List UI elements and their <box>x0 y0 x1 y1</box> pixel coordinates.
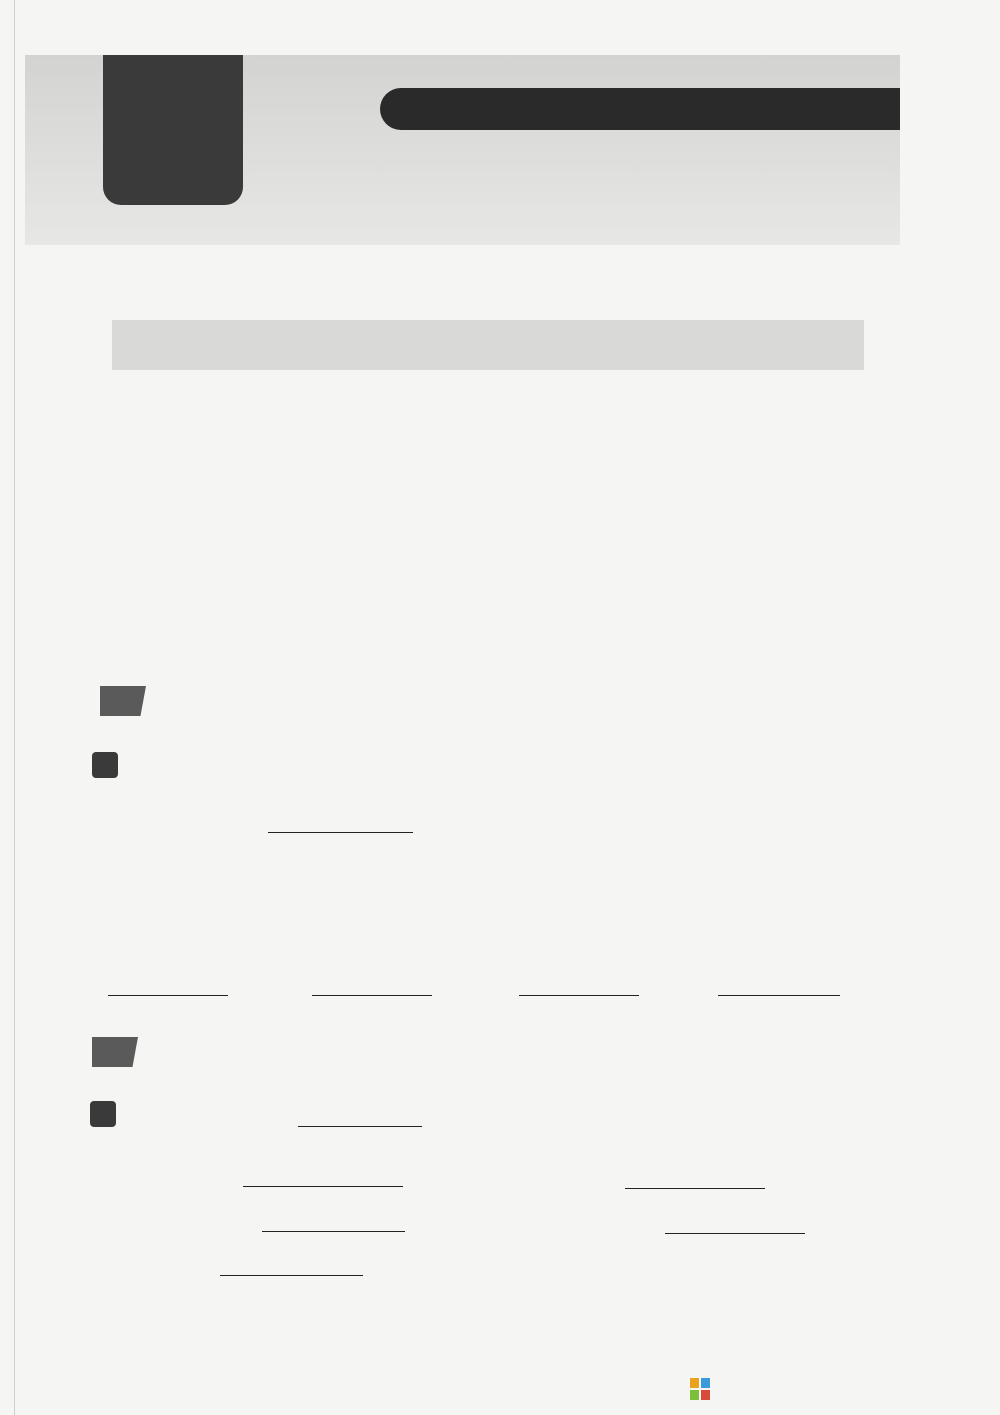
practice2-label <box>92 1037 138 1067</box>
practice1-answer-line-2[interactable] <box>312 995 432 996</box>
page-edge <box>14 0 15 1415</box>
practice1-label <box>100 686 146 716</box>
unit-tab <box>103 55 243 205</box>
practice1-clock-2 <box>318 852 413 940</box>
liveworksheets-logo-icon <box>690 1378 710 1400</box>
clock-illustrations <box>100 395 880 560</box>
practice2-example-underline <box>298 1126 422 1127</box>
practice2-example-badge <box>90 1101 116 1127</box>
practice2-answer-line-4[interactable] <box>665 1233 805 1234</box>
practice1-answer-line-1[interactable] <box>108 995 228 996</box>
practice2-answer-line-2[interactable] <box>625 1188 765 1189</box>
practice1-example-underline <box>268 832 413 833</box>
practice1-example-badge <box>92 752 118 778</box>
practice2-answer-line-3[interactable] <box>262 1231 405 1232</box>
question-bar <box>112 320 864 370</box>
practice2-answer-line-5[interactable] <box>220 1275 363 1276</box>
practice1-example-clock <box>125 713 233 805</box>
practice1-answer-line-3[interactable] <box>519 995 639 996</box>
practice2-answer-line-1[interactable] <box>243 1186 403 1187</box>
header-bar <box>380 88 900 130</box>
practice1-clock-3 <box>513 852 613 942</box>
practice1-clock-4 <box>708 852 808 942</box>
practice1-clock-1 <box>118 848 218 938</box>
practice1-answer-line-4[interactable] <box>718 995 840 996</box>
